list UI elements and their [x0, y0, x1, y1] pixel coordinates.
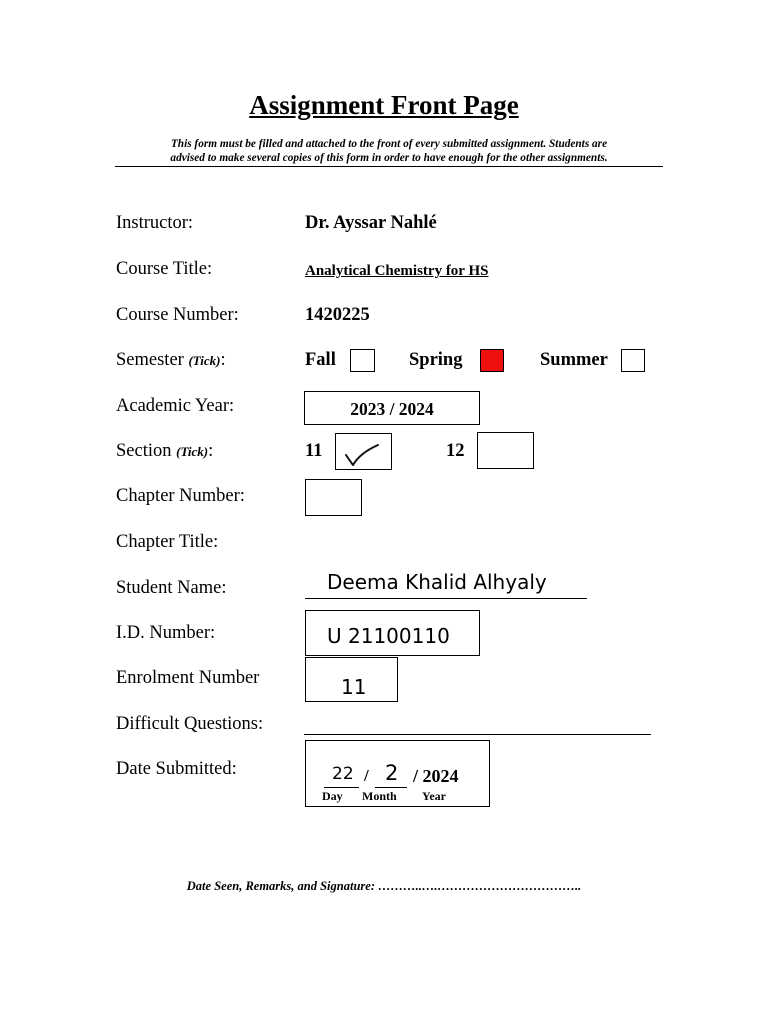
academic-year-value: 2023 / 2024	[304, 391, 480, 425]
section-12-checkbox[interactable]	[477, 432, 534, 469]
enrolment-number-label: Enrolment Number	[116, 668, 260, 688]
date-day-value: 22	[332, 764, 354, 784]
instructions-text	[115, 137, 663, 165]
date-submitted-label: Date Submitted:	[116, 759, 237, 779]
difficult-questions-line	[304, 734, 651, 735]
student-name-line	[305, 598, 587, 599]
header-divider	[115, 166, 663, 167]
date-month-label: Month	[362, 789, 397, 803]
checkmark-icon	[336, 434, 393, 471]
chapter-number-box[interactable]	[305, 479, 362, 516]
instructions-line-2: advised to make several copies of this form in order to have enough for the other assignments.	[170, 152, 608, 164]
section-label	[116, 441, 213, 462]
date-month-line	[375, 787, 407, 788]
instructor-label: Instructor:	[116, 213, 194, 233]
section-colon: :	[208, 441, 214, 461]
semester-colon: :	[220, 350, 226, 370]
date-separator: /	[364, 766, 369, 785]
section-option-12: 12	[446, 441, 465, 461]
date-day-label: Day	[322, 789, 343, 803]
section-tick-hint: (Tick)	[176, 444, 209, 459]
id-number-label: I.D. Number:	[116, 623, 216, 643]
course-number-label: Course Number:	[116, 305, 239, 325]
semester-spring-checkbox[interactable]	[480, 349, 504, 372]
semester-label-text: Semester	[116, 350, 184, 370]
chapter-number-label: Chapter Number:	[116, 486, 245, 506]
id-number-value: U 21100110	[305, 610, 480, 656]
instructor-value: Dr. Ayssar Nahlé	[305, 213, 437, 233]
section-label-text: Section	[116, 441, 172, 461]
date-month-value: 2	[385, 761, 399, 785]
course-title-label: Course Title:	[116, 259, 213, 279]
section-option-11: 11	[305, 441, 323, 461]
date-year-label: Year	[422, 789, 446, 803]
difficult-questions-label: Difficult Questions:	[116, 714, 264, 734]
semester-tick-hint: (Tick)	[188, 353, 221, 368]
semester-label	[116, 350, 226, 371]
course-number-value: 1420225	[305, 305, 370, 325]
section-11-checkbox[interactable]	[335, 433, 392, 470]
semester-fall-checkbox[interactable]	[350, 349, 375, 372]
instructions-line-1: This form must be filled and attached to the front of every submitted assignment. Students are	[170, 138, 608, 150]
semester-summer-checkbox[interactable]	[621, 349, 645, 372]
student-name-value: Deema Khalid Alhyaly	[327, 570, 547, 594]
semester-option-spring: Spring	[409, 350, 463, 370]
student-name-label: Student Name:	[116, 578, 227, 598]
page-title: Assignment Front Page	[249, 90, 519, 120]
date-year-value: / 2024	[413, 766, 459, 786]
enrolment-number-value: 11	[305, 657, 398, 702]
semester-option-fall: Fall	[305, 350, 336, 370]
semester-option-summer: Summer	[540, 350, 608, 370]
course-title-value: Analytical Chemistry for HS	[305, 263, 489, 279]
chapter-title-label: Chapter Title:	[116, 532, 219, 552]
academic-year-label: Academic Year:	[116, 396, 235, 416]
date-day-line	[324, 787, 359, 788]
signature-line: Date Seen, Remarks, and Signature: ………..….……………………………..	[186, 879, 582, 893]
